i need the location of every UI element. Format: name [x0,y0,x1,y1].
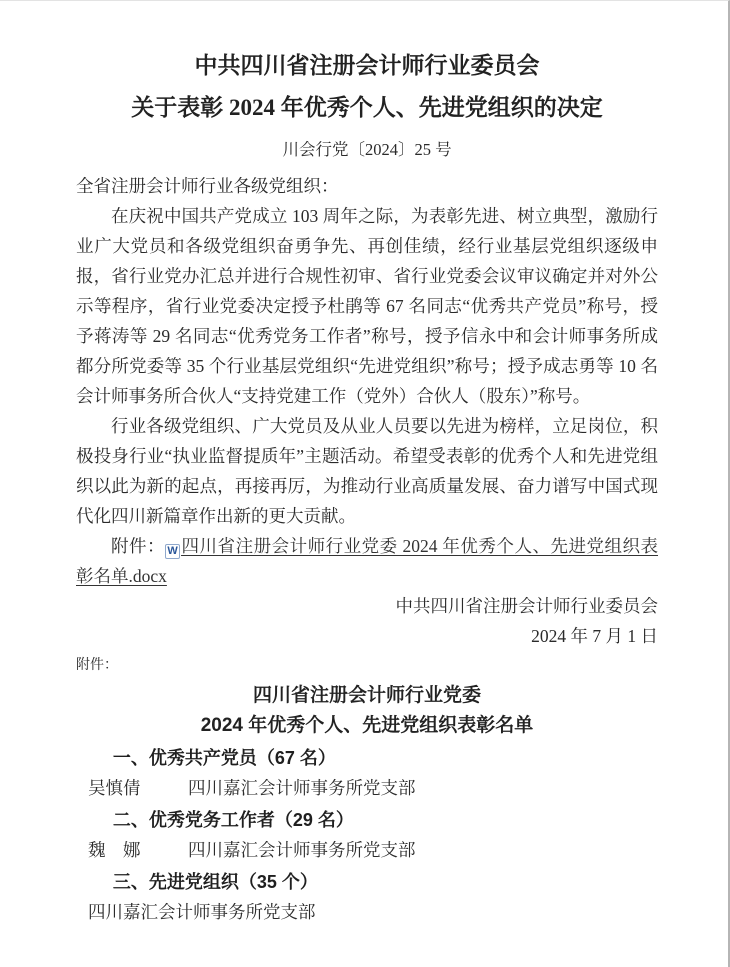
section-heading-1: 一、优秀共产党员（67 名） [112,748,336,768]
paragraph-2: 行业各级党组织、广大党员及从业人员要以先进为榜样，立足岗位，积极投身行业“执业监督提质年”主题活动。希望受表彰的优秀个人和先进党组织以此为新的起点，再接再厉，为推动行业高质量发展、奋力谱写中国式现代化四川新篇章作出新的更大贡献。 [76,416,658,526]
document-title-line1: 中共四川省注册会计师行业委员会 [194,53,540,78]
signature-block [76,591,658,651]
list-item [88,897,658,927]
document-number: 川会行党〔2024〕25 号 [282,140,452,159]
appendix-title-line2: 2024 年优秀个人、先进党组织表彰名单 [200,715,534,736]
awardee-name: 吴慎倩 [88,778,141,798]
appendix-section-advanced-party-organizations [76,867,658,927]
issuing-authority: 中共四川省注册会计师行业委员会 [395,596,658,616]
issue-date: 2024 年 7 月 1 日 [531,626,658,646]
awardee-name: 魏 娜 [88,840,141,860]
appendix-label: 附件： [76,658,118,673]
list-item [88,773,658,803]
salutation: 全省注册会计师行业各级党组织： [76,176,339,196]
section-heading-3: 三、先进党组织（35 个） [112,872,318,892]
paragraph-1: 在庆祝中国共产党成立 103 周年之际，为表彰先进、树立典型，激励行业广大党员和各级党组织奋勇争先、再创佳绩，经行业基层党组织逐级申报，省行业党办汇总并进行合规性初审、省行业党委会议审议确定并对外公示等程序，省行业党委决定授予杜鹃等 67 名同志“优秀共产党员”称号，授予蒋涛等 29 名同志“优秀党务工作者”称号，授予信永中和会计师事务所成都分所党委等 35 个行业基层党组织“先进党组织”称号；授予成志勇等 10 名会计师事务所合伙人“支持党建工作（党外）合伙人（股东）”称号。 [76,206,658,406]
appendix-section-excellent-party-workers [76,805,658,865]
appendix-title-line1: 四川省注册会计师行业党委 [252,685,481,706]
attachment-line [76,531,658,591]
awardee-organization: 四川嘉汇会计师事务所党支部 [188,778,416,798]
list-item [88,835,658,865]
attachment-label: 附件： [111,536,166,556]
awardee-organization: 四川嘉汇会计师事务所党支部 [188,840,416,860]
word-file-icon: W [165,544,180,559]
awardee-organization: 四川嘉汇会计师事务所党支部 [88,902,316,922]
appendix-section-excellent-party-members [76,743,658,803]
section-heading-2: 二、优秀党务工作者（29 名） [112,810,354,830]
document-body [76,171,658,651]
attachment-link-text: 四川省注册会计师行业党委 2024 年优秀个人、先进党组织表彰名单.docx [76,536,659,586]
document-title-line2: 关于表彰 2024 年优秀个人、先进党组织的决定 [131,95,603,120]
